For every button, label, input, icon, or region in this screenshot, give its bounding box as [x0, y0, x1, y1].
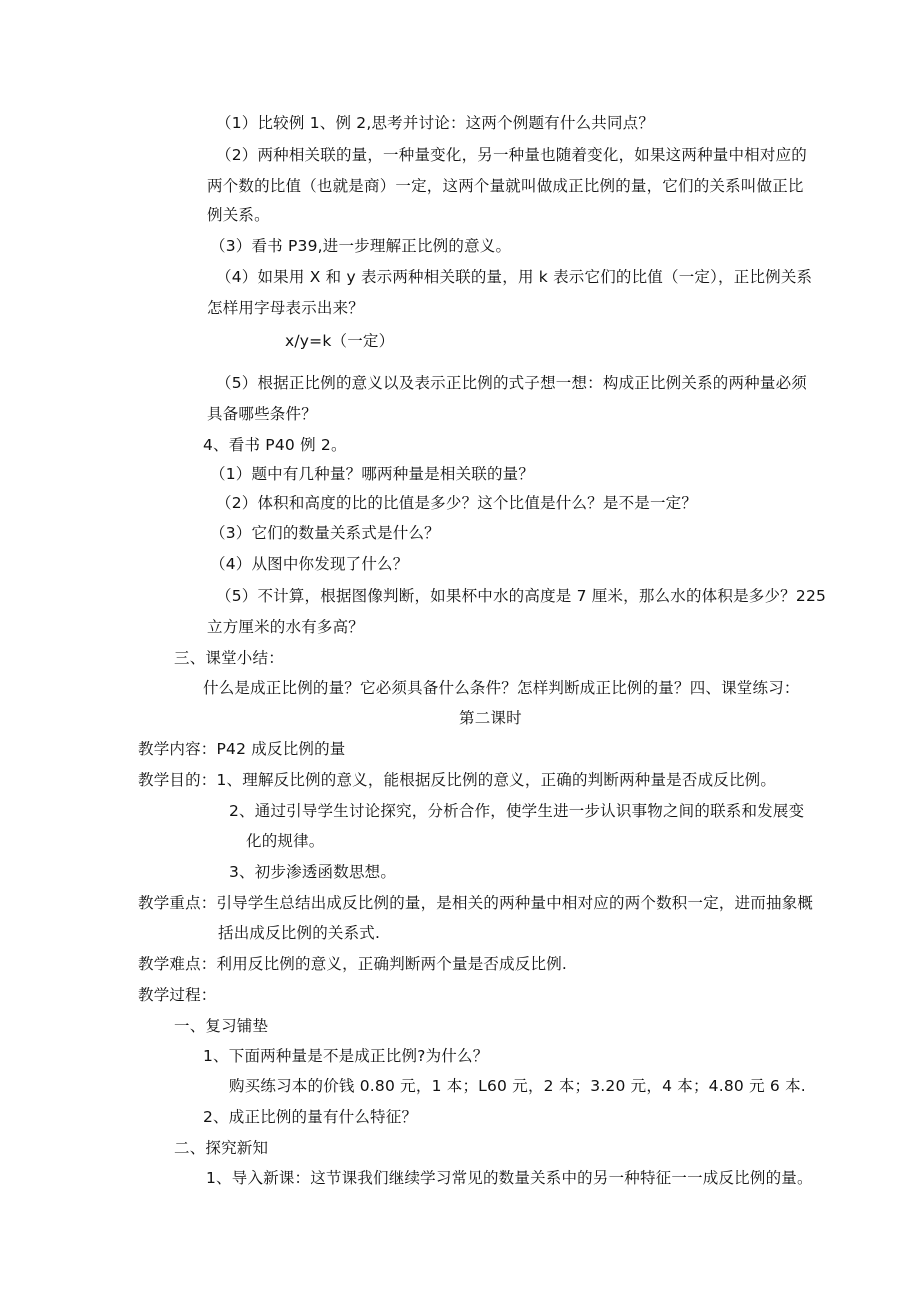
text-line: 教学重点：引导学生总结出成反比例的量，是相关的两种量中相对应的两个数积一定，进而抽象概: [138, 894, 814, 912]
text-line: （5）不计算，根据图像判断，如果杯中水的高度是 7 厘米，那么水的体积是多少？225: [216, 587, 827, 605]
text-line: 教学内容：P42 成反比例的量: [138, 740, 346, 758]
text-line: 2、通过引导学生讨论探究，分析合作，使学生进一步认识事物之间的联系和发展变: [229, 802, 805, 820]
text-line: （2）两种相关联的量，一种量变化，另一种量也随着变化，如果这两种量中相对应的: [216, 146, 807, 164]
text-line: 教学过程：: [138, 986, 217, 1004]
text-line: 例关系。: [207, 206, 270, 224]
text-line: 1、导入新课：这节课我们继续学习常见的数量关系中的另一种特征一一成反比例的量。: [206, 1169, 813, 1187]
text-line: （2）体积和高度的比的比值是多少？这个比值是什么？是不是一定？: [216, 494, 698, 512]
text-line: 具备哪些条件？: [207, 405, 317, 423]
text-line: （3）看书 P39,进一步理解正比例的意义。: [210, 237, 512, 255]
text-line: （1）题中有几种量？哪两种量是相关联的量？: [210, 465, 535, 483]
lesson-title: 第二课时: [459, 709, 522, 727]
text-line: 购买练习本的价钱 0.80 元，1 本；L60 元，2 本；3.20 元，4 本；4.80 元 6 本.: [229, 1077, 806, 1095]
section-heading: 一、复习铺垫: [174, 1017, 269, 1035]
text-line: 4、看书 P40 例 2。: [203, 436, 347, 454]
text-line: 括出成反比例的关系式.: [218, 924, 381, 942]
formula-line: x∕y=k（一定）: [285, 332, 395, 350]
text-line: 怎样用字母表示出来？: [207, 299, 365, 317]
text-line: 什么是成正比例的量？它必须具备什么条件？怎样判断成正比例的量？四、课堂练习：: [203, 679, 800, 697]
text-line: 1、下面两种量是不是成正比例?为什么？: [203, 1047, 489, 1065]
text-line: 教学难点：利用反比例的意义，正确判断两个量是否成反比例.: [138, 955, 568, 973]
text-line: （3）它们的数量关系式是什么？: [210, 524, 440, 542]
text-line: 立方厘米的水有多高？: [207, 618, 365, 636]
text-line: （4）从图中你发现了什么？: [210, 555, 409, 573]
text-line: 3、初步渗透函数思想。: [229, 863, 397, 881]
section-heading: 二、探究新知: [174, 1139, 269, 1157]
text-line: （5）根据正比例的意义以及表示正比例的式子想一想：构成正比例关系的两种量必须: [216, 374, 807, 392]
text-line: 两个数的比值（也就是商）一定，这两个量就叫做成正比例的量，它们的关系叫做正比: [207, 177, 804, 195]
text-line: 教学目的：1、理解反比例的意义，能根据反比例的意义，正确的判断两种量是否成反比例。: [138, 771, 777, 789]
text-line: 化的规律。: [246, 832, 325, 850]
text-line: 2、成正比例的量有什么特征？: [203, 1108, 418, 1126]
text-line: （4）如果用 X 和 y 表示两种相关联的量，用 k 表示它们的比值（一定），正比例关系: [216, 268, 813, 286]
section-heading: 三、课堂小结：: [174, 649, 284, 667]
text-line: （1）比较例 1、例 2,思考并讨论：这两个例题有什么共同点？: [216, 114, 655, 132]
